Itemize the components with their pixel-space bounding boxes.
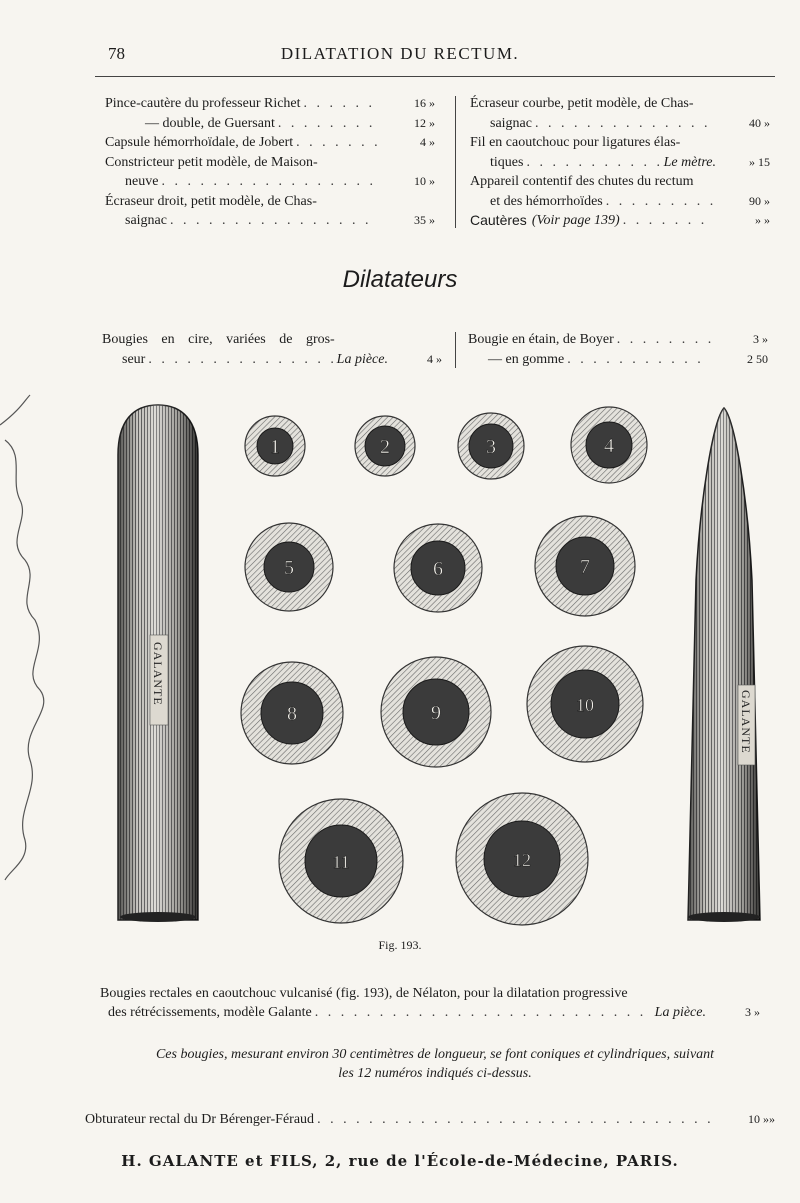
figure-caption: Fig. 193.: [378, 938, 422, 952]
gauge-number: 8: [287, 703, 297, 725]
conical-bougie: [688, 408, 760, 922]
catalog-row: saignac . . . 35 »: [105, 211, 435, 231]
column-divider: [455, 332, 456, 368]
gauge-number: 9: [431, 702, 441, 724]
gauge-number: 2: [380, 436, 390, 458]
gauge-number: 3: [486, 436, 496, 458]
catalog-row: Écraseur droit, petit modèle, de Chas-: [105, 193, 317, 209]
catalog-row: tiques . . . Le mètre. » 15: [470, 153, 770, 173]
header-rule: [95, 76, 775, 77]
gauge-circles: [241, 407, 647, 925]
catalog-row: Écraseur courbe, petit modèle, de Chas-: [470, 96, 694, 111]
page-number: 78: [108, 44, 125, 63]
obturateur-row: Obturateur rectal du Dr Bérenger-Féraud . . . 10 »»: [85, 1110, 775, 1130]
section-title: Dilatateurs: [342, 266, 458, 293]
catalog-row: neuve . . . 10 »: [105, 172, 435, 192]
gauge-number: 1: [270, 436, 280, 458]
catalog-row: saignac . . . 40 »: [470, 114, 770, 134]
mid-left-column: [102, 330, 442, 369]
cylindrical-bougie: [118, 405, 198, 922]
catalog-row: Capsule hémorrhoïdale, de Jobert . . . 4 »: [105, 133, 435, 153]
description-line: Bougies rectales en caoutchouc vulcanisé (fig. 193), de Nélaton, pour la dilatation progressive: [100, 986, 628, 1001]
gauge-number: 10: [576, 695, 594, 715]
running-title: DILATATION DU RECTUM.: [280, 44, 520, 63]
gauge-number: 4: [604, 435, 614, 457]
gauge-number: 6: [433, 558, 443, 580]
catalog-row: Constricteur petit modèle, de Maison-: [105, 154, 318, 170]
catalog-row: Pince-cautère du professeur Richet . . . 16 »: [105, 94, 435, 114]
footer-address: H. GALANTE et FILS, 2, rue de l'École-de-Médecine, PARIS.: [121, 1152, 679, 1170]
gauge-number: 7: [580, 556, 590, 578]
catalog-row: — en gomme . . . 2 50: [468, 350, 768, 370]
catalog-row: et des hémorrhoïdes . . . 90 »: [470, 192, 770, 212]
gauge-number: 12: [513, 850, 531, 870]
column-divider: [455, 96, 456, 228]
catalog-row: Bougies en cire, variées de gros-: [102, 332, 335, 347]
margin-scribble: [0, 395, 44, 880]
catalog-row: Cautères (Voir page 139) . . . » »: [470, 211, 770, 231]
note-text: Ces bougies, mesurant environ 30 centimètres de longueur, se font coniques et cylindriques, suivant les 12 numéros indiqués ci-dessus.: [155, 1047, 715, 1081]
top-right-column: [470, 94, 770, 231]
catalog-row: — double, de Guersant . . . 12 »: [105, 114, 435, 134]
top-left-column: [105, 94, 435, 231]
product-description: [100, 984, 760, 1022]
figure-193: [0, 380, 800, 940]
bougie-label: GALANTE: [151, 642, 165, 706]
catalog-row: Appareil contentif des chutes du rectum: [470, 174, 694, 189]
bougie-label: GALANTE: [739, 690, 753, 754]
catalog-row: Fil en caoutchouc pour ligatures élas-: [470, 135, 681, 150]
catalog-row: seur . . . La pièce. 4 »: [102, 350, 442, 370]
gauge-number: 5: [284, 557, 294, 579]
catalog-row: Bougie en étain, de Boyer . . . 3 »: [468, 330, 768, 350]
gauge-number: 11: [332, 852, 350, 872]
catalog-row: des rétrécissements, modèle Galante . . . La pièce. 3 »: [100, 1003, 760, 1022]
mid-right-column: [468, 330, 768, 369]
